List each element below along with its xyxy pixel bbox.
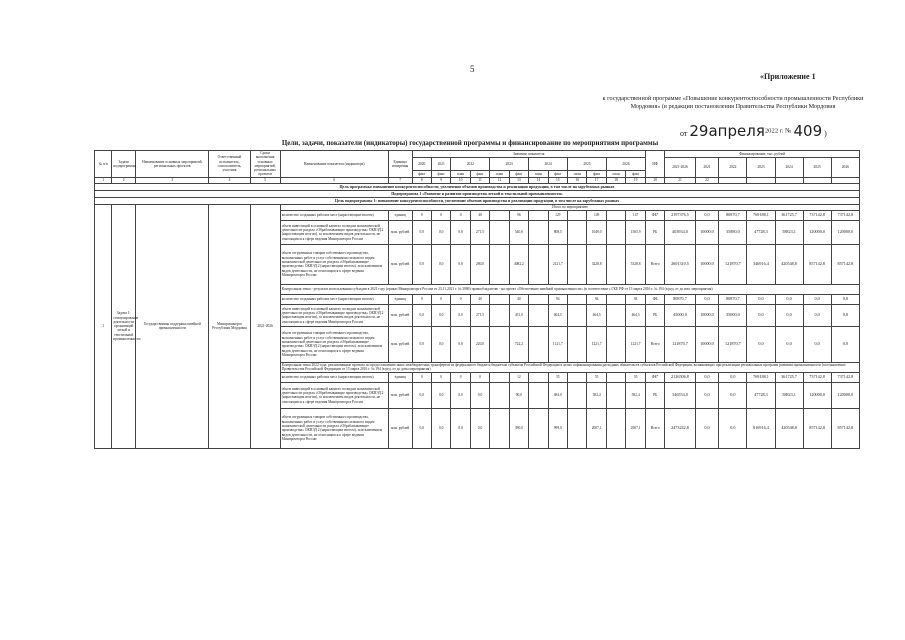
indicator-name: объем инвестиций в основной капитал по видам экономической деятельности раздела «Обрабатывающие производства» ОКВЭД 2 (нарастающим итогом), за исключением видов деятельности, не относящихся к сфере ведения Минпромторга России	[280, 304, 388, 326]
column-number: 10	[451, 177, 470, 183]
funding-value: 47728,3	[747, 220, 775, 244]
column-number: 15	[548, 177, 567, 183]
indicator-value: 1049,0	[587, 220, 606, 244]
funding-source: Всего	[645, 326, 664, 362]
column-number: 17	[587, 177, 606, 183]
indicator-value: 464,5	[587, 304, 606, 326]
indicator-value: 0	[451, 210, 470, 220]
date-year: 2022 г. №	[764, 127, 792, 135]
indicator-value	[490, 304, 509, 326]
indicator-value: 3228,8	[587, 244, 606, 284]
funding-value: 0,0	[831, 304, 859, 326]
funding-value: 120000,0	[831, 382, 859, 408]
indicator-unit: млн. рублей	[388, 382, 412, 408]
indicator-value: 0	[412, 210, 431, 220]
column-number: 14	[529, 177, 548, 183]
funding-value: 0,0	[803, 294, 831, 304]
fin-year-header: 2024	[775, 158, 803, 178]
indicator-value: 464,5	[626, 304, 646, 326]
indicator-value	[490, 294, 509, 304]
funding-value: 121870,7	[719, 326, 747, 362]
funding-value: 361725,7	[775, 372, 803, 382]
indicator-value: 0,0	[412, 408, 431, 448]
indicator-value: 0,0	[431, 408, 450, 448]
indicator-value: 0,0	[451, 382, 470, 408]
indicator-value	[568, 294, 587, 304]
funding-value: 0,0	[695, 294, 719, 304]
indicator-value	[568, 210, 587, 220]
funding-source: РБ	[645, 382, 664, 408]
date-close: )	[824, 129, 827, 138]
indicator-value	[490, 372, 509, 382]
indicator-value: 1221,7	[626, 326, 646, 362]
funding-value: 10000,0	[695, 304, 719, 326]
indicator-value: 0	[470, 372, 489, 382]
funding-value: 80870,7	[719, 294, 747, 304]
col-period: Сроки выполнения основных мероприятий, региональных проектов	[250, 151, 280, 178]
document-title: Цели, задачи, показатели (индикаторы) государственной программы и финансирование по мероприятиям программы	[281, 139, 659, 147]
funding-value: 0,0	[719, 382, 747, 408]
funding-value: 346554,0	[665, 382, 695, 408]
funding-source: ФБ*	[645, 372, 664, 382]
col-task: Задачи подпрограммы	[112, 151, 136, 178]
funding-value: 0,0	[719, 408, 747, 448]
funding-value: 0,0	[719, 372, 747, 382]
indicator-value: 451,0	[509, 304, 528, 326]
funding-value: 0,0	[831, 326, 859, 362]
table-body	[95, 183, 860, 448]
indicator-value	[490, 220, 509, 244]
indicator-value: 0,0	[451, 326, 470, 362]
funding-value: 2126506,8	[665, 372, 695, 382]
funding-value: 403934,0	[665, 220, 695, 244]
col-ist: ИФ	[645, 151, 664, 178]
plan-fact-header: план	[529, 170, 548, 177]
event-cell: Государственная поддержка швейной промышленности	[136, 204, 209, 448]
indicator-value: 96	[509, 210, 528, 220]
funding-value: 2473242,8	[665, 408, 695, 448]
block-label: Итого по мероприятию	[280, 204, 859, 210]
indicator-name: объем отгруженных товаров собственного производства, выполненных работ и услуг собственными силами по видам экономической деятельности раздела «Обрабатывающие производства» ОКВЭД 2 (нарастающим итогом), за исключением видов деятельности, не относящихся к сфере ведения Минпромторга России	[280, 326, 388, 362]
plan-fact-header: факт	[431, 170, 450, 177]
plan-fact-header: факт	[587, 170, 606, 177]
indicator-value: 0,0	[412, 244, 431, 284]
page-number: 5	[470, 64, 475, 74]
funding-value: 0,0	[803, 304, 831, 326]
year-header: 2023	[490, 158, 529, 171]
indicator-value: 0,0	[412, 304, 431, 326]
column-number: 1	[95, 177, 112, 183]
funding-value: 35880,0	[719, 220, 747, 244]
goal-row	[95, 183, 860, 190]
indicator-value	[568, 408, 587, 448]
decree-date-line	[680, 122, 827, 140]
plan-fact-header: план	[490, 170, 509, 177]
indicator-value: 0,0	[412, 326, 431, 362]
year-header: 2021	[431, 158, 450, 171]
indicator-value	[606, 326, 625, 362]
funding-value: 0,0	[695, 408, 719, 448]
appendix-label: «Приложение 1	[760, 72, 816, 81]
funding-value: 10000,0	[695, 326, 719, 362]
plan-fact-header: факт	[548, 170, 567, 177]
column-number: 16	[568, 177, 587, 183]
funding-value: 45000,0	[665, 304, 695, 326]
column-number: 12	[490, 177, 509, 183]
indicator-value: 808,5	[548, 220, 567, 244]
indicator-name: количество созданных рабочих мест (нарастающим итогом)	[280, 372, 388, 382]
indicator-unit: млн. рублей	[388, 220, 412, 244]
indicator-value	[529, 304, 548, 326]
funding-value: 737142,8	[803, 372, 831, 382]
program-table	[94, 150, 860, 449]
indicator-value: 0,0	[451, 220, 470, 244]
indicator-value: 55	[626, 372, 646, 382]
row-number: 1	[95, 204, 112, 448]
indicator-value: 0,0	[431, 326, 450, 362]
indicator-value: 0,0	[431, 304, 450, 326]
funding-value: 0,0	[747, 326, 775, 362]
column-number: 19	[626, 177, 646, 183]
indicator-value	[490, 382, 509, 408]
indicator-value: 90,0	[509, 382, 528, 408]
indicator-value: 0,0	[431, 244, 450, 284]
funding-source: Всего	[645, 408, 664, 448]
date-prefix: от	[680, 129, 688, 138]
indicator-value: 280,0	[470, 244, 489, 284]
indicator-value	[529, 408, 548, 448]
indicator-value: 94	[548, 294, 567, 304]
funding-source: Всего	[645, 244, 664, 284]
column-number: 9	[431, 177, 450, 183]
indicator-value: 582,4	[626, 382, 646, 408]
year-header: 2026	[606, 158, 645, 171]
funding-value: 35000,0	[719, 304, 747, 326]
subprogram-row-text: Подпрограмма 1 «Развитие и развитие производства легкой и текстильной промышленности»	[95, 190, 860, 197]
funding-value: 420548,8	[775, 408, 803, 448]
indicator-value	[568, 304, 587, 326]
indicator-value	[568, 372, 587, 382]
indicator-value: 390,0	[509, 408, 528, 448]
table-header	[95, 151, 860, 184]
control-point-note: Контрольная точка - результат использования субсидии в 2021 году (приказ Минпромторга России от 23.11.2021 г. № 3086) правообладателю - на проект «Обеспечение швейной промышленности» (в соответствии с ГКЕ РФ от 13 марта 2016 г. № 194 (в ред. от до изм. мероприятия)	[280, 284, 859, 294]
funding-value: 0,0	[775, 304, 803, 326]
indicator-value	[490, 210, 509, 220]
funding-value: 10000,0	[695, 220, 719, 244]
plan-fact-header: факт	[470, 170, 489, 177]
col-values-group: Значение показателя	[412, 151, 645, 158]
year-header: 2020	[412, 158, 431, 171]
indicator-unit: млн. рублей	[388, 408, 412, 448]
indicator-value	[606, 304, 625, 326]
indicator-value	[606, 408, 625, 448]
indicator-value: 0	[451, 294, 470, 304]
executor-cell: Минпромэнерго Республики Мордовия	[209, 204, 250, 448]
indicator-value	[490, 326, 509, 362]
funding-source: РБ	[645, 304, 664, 326]
plan-fact-header: план	[568, 170, 587, 177]
indicator-value: 0,0	[451, 244, 470, 284]
indicator-value	[529, 326, 548, 362]
indicator-value	[606, 210, 625, 220]
task-row	[95, 197, 860, 204]
indicator-value: 464,5	[548, 304, 567, 326]
funding-value: 120000,0	[803, 220, 831, 244]
indicator-value: 147	[626, 210, 646, 220]
fin-year-header: 2025	[803, 158, 831, 178]
indicator-value: 40	[470, 210, 489, 220]
indicator-unit: млн. рублей	[388, 326, 412, 362]
funding-value: 0,0	[803, 326, 831, 362]
funding-value: 0,0	[695, 210, 719, 220]
fin-year-header: 2022	[719, 158, 747, 178]
year-header: 2025	[568, 158, 607, 171]
indicator-value: 582,4	[587, 382, 606, 408]
column-number: 13	[509, 177, 528, 183]
funding-value: 769188,1	[747, 210, 775, 220]
indicator-value: 55	[587, 372, 606, 382]
period-cell: 2021-2026	[250, 204, 280, 448]
indicator-value: 0	[431, 210, 450, 220]
indicator-unit: млн. рублей	[388, 244, 412, 284]
goal-row-text: Цель программы: повышение конкурентоспособности, увеличение объемов производства и реализации продукции, в том числе на зарубежных рынках	[95, 183, 860, 190]
task-cell: Задача 1: стимулирование деятельности организаций легкой и текстильной промышленности	[112, 204, 136, 448]
indicator-value: 0,0	[431, 382, 450, 408]
funding-value: 80870,7	[665, 294, 695, 304]
funding-value: 0,0	[695, 382, 719, 408]
indicator-value: 2007,1	[587, 408, 606, 448]
indicator-value: 12	[509, 372, 528, 382]
column-number: 2	[112, 177, 136, 183]
funding-value: 80870,7	[719, 210, 747, 220]
funding-value: 0,0	[831, 294, 859, 304]
indicator-value: 94	[587, 294, 606, 304]
indicator-unit: единиц	[388, 210, 412, 220]
year-header: 2022	[451, 158, 490, 171]
indicator-value	[606, 372, 625, 382]
fin-year-header: 2021-2026	[665, 158, 695, 178]
indicator-value: 1121,7	[548, 326, 567, 362]
indicator-value: 722,2	[509, 326, 528, 362]
indicator-value: 35	[548, 372, 567, 382]
column-number: 18	[606, 177, 625, 183]
column-number: 6	[280, 177, 388, 183]
funding-value: 0,0	[695, 372, 719, 382]
indicator-value	[529, 244, 548, 284]
column-number: 20	[645, 177, 664, 183]
funding-value: 0,0	[747, 294, 775, 304]
funding-value: 2197376,5	[665, 210, 695, 220]
funding-source: ФБ*	[645, 210, 664, 220]
indicator-value: 484,0	[548, 382, 567, 408]
funding-value: 346916,4	[747, 244, 775, 284]
indicator-value	[529, 372, 548, 382]
plan-fact-header: факт	[412, 170, 431, 177]
indicator-name: количество созданных рабочих мест (нарастающим итогом)	[280, 294, 388, 304]
funding-value: 58823,1	[775, 220, 803, 244]
col-executor: Ответственный исполнитель, соисполнитель, участник	[209, 151, 250, 178]
plan-fact-header: план	[451, 170, 470, 177]
indicator-value	[490, 244, 509, 284]
indicator-name: объем инвестиций в основной капитал по видам экономической деятельности раздела «Обрабатывающие производства» ОКВЭД 2 (нарастающим итогом), за исключением видов деятельности, не относящихся к сфере ведения Минпромторга России	[280, 220, 388, 244]
col-num: № п/п	[95, 151, 112, 178]
indicator-value: 0,0	[451, 304, 470, 326]
funding-source: ФБ	[645, 294, 664, 304]
funding-source: РБ	[645, 220, 664, 244]
indicator-value: 0	[412, 294, 431, 304]
indicator-value	[606, 244, 625, 284]
funding-value: 857142,8	[803, 244, 831, 284]
plan-fact-header: план	[606, 170, 625, 177]
funding-value: 120000,0	[831, 220, 859, 244]
col-event: Наименование основных мероприятий, региональных проектов	[136, 151, 209, 178]
control-point-note: Контрольная точка 2022 года: реализованные проекты по предоставлению иных межбюджетных трансфертов из федерального бюджета бюджетам субъектов Российской Федерации в целях софинансирования расходных обязательств субъектов Российской Федерации, возникающих при реализации региональных программ развития промышленности (постановление Правительства Российской Федерации от 15 марта 2016 г. № 194 (в ред. от до даты мероприятия)	[280, 362, 859, 372]
indicator-value: 271,5	[470, 304, 489, 326]
indicator-value	[606, 382, 625, 408]
column-number: 22	[695, 177, 719, 183]
year-header: 2024	[529, 158, 568, 171]
column-number: 21	[665, 177, 695, 183]
funding-value: 2601310,5	[665, 244, 695, 284]
date-day-month: 29апреля	[689, 122, 765, 140]
indicator-value	[568, 220, 587, 244]
funding-value: 0,0	[775, 326, 803, 362]
indicator-value: 0	[451, 372, 470, 382]
funding-value: 769188,1	[747, 372, 775, 382]
indicator-value: 2121,7	[548, 244, 567, 284]
indicator-name: объем отгруженных товаров собственного производства, выполненных работ и услуг собственными силами по видам экономической деятельности раздела «Обрабатывающие производства» ОКВЭД 2 (нарастающим итогом), за исключением видов деятельности, не относящихся к сфере ведения Минпромторга России	[280, 244, 388, 284]
indicator-value: 4082,2	[509, 244, 528, 284]
indicator-value: 540,0	[509, 220, 528, 244]
funding-value: 420548,8	[775, 244, 803, 284]
fin-year-header: 2021	[695, 158, 719, 178]
funding-value: 737142,8	[831, 210, 859, 220]
plan-fact-header: факт	[626, 170, 646, 177]
indicator-value: 94	[626, 294, 646, 304]
indicator-unit: единиц	[388, 372, 412, 382]
indicator-value: 0,0	[412, 382, 431, 408]
indicator-value	[606, 294, 625, 304]
indicator-name: объем отгруженных товаров собственного производства, выполненных работ и услуг собственными силами по видам экономической деятельности раздела «Обрабатывающие производства» ОКВЭД 2 (нарастающим итогом), за исключением видов деятельности, не относящихся к сфере ведения Минпромторга России	[280, 408, 388, 448]
subprogram-row	[95, 190, 860, 197]
column-number: 7	[388, 177, 412, 183]
funding-value: 121870,7	[665, 326, 695, 362]
column-number: 4	[209, 177, 250, 183]
indicator-value	[568, 326, 587, 362]
indicator-value	[529, 382, 548, 408]
indicator-value	[490, 408, 509, 448]
fin-year-header: 2026	[831, 158, 859, 178]
task-row-text: Цель подпрограммы 1: повышение конкурентоспособности, увеличение объемов производства и реализации продукции, в том числе на зарубежных рынках	[95, 197, 860, 204]
indicator-value: 1221,7	[587, 326, 606, 362]
decree-number: 409	[793, 122, 823, 140]
funding-value: 120000,0	[803, 382, 831, 408]
indicator-value	[529, 210, 548, 220]
col-fin-group: Финансирование, тыс. рублей	[665, 151, 860, 158]
funding-value: 58823,1	[775, 382, 803, 408]
indicator-name: количество созданных рабочих мест (нарастающим итогом)	[280, 210, 388, 220]
indicator-value	[568, 244, 587, 284]
indicator-value: 0	[412, 372, 431, 382]
funding-value: 0,0	[747, 304, 775, 326]
indicator-value	[529, 220, 548, 244]
plan-fact-header: факт	[509, 170, 528, 177]
indicator-value: 0	[431, 294, 450, 304]
funding-value: 737142,8	[803, 210, 831, 220]
funding-value: 816916,4	[747, 408, 775, 448]
indicator-value: 0,0	[470, 408, 489, 448]
indicator-value	[529, 294, 548, 304]
indicator-value: 129	[548, 210, 567, 220]
column-number: 5	[250, 177, 280, 183]
indicator-unit: единиц	[388, 294, 412, 304]
funding-value: 737142,8	[831, 372, 859, 382]
indicator-unit: млн. рублей	[388, 304, 412, 326]
indicator-value: 1565,9	[626, 220, 646, 244]
indicator-value: 0,0	[431, 220, 450, 244]
funding-value: 857142,8	[803, 408, 831, 448]
indicator-value: 0	[431, 372, 450, 382]
indicator-value: 220,0	[470, 326, 489, 362]
funding-value: 0,0	[775, 294, 803, 304]
funding-value: 857142,8	[831, 244, 859, 284]
indicator-value: 0,0	[412, 220, 431, 244]
indicator-value	[606, 220, 625, 244]
indicator-value: 271,5	[470, 220, 489, 244]
indicator-value	[568, 382, 587, 408]
indicator-value: 5328,8	[626, 244, 646, 284]
funding-value: 361725,7	[775, 210, 803, 220]
indicator-value: 999,0	[548, 408, 567, 448]
funding-value: 121870,7	[719, 244, 747, 284]
indicator-value: 0,0	[451, 408, 470, 448]
indicator-value: 149	[587, 210, 606, 220]
indicator-value: 2007,1	[626, 408, 646, 448]
funding-value: 857142,8	[831, 408, 859, 448]
column-number: 3	[136, 177, 209, 183]
col-indicator: Наименование показателя (индикатора)	[280, 151, 388, 178]
funding-value: 10000,0	[695, 244, 719, 284]
indicator-name: объем инвестиций в основной капитал по видам экономической деятельности раздела «Обрабатывающие производства» ОКВЭД 2 (нарастающим итогом), за исключением видов деятельности, не относящихся к сфере ведения Минпромторга России	[280, 382, 388, 408]
indicator-value: 0,0	[470, 382, 489, 408]
header-note: к государственной программе «Повышение конкурентоспособности промышленности Республики Мордовия» (в редакции постановления Правительства Республики Мордовия	[602, 95, 864, 111]
col-unit: Единица измерения	[388, 151, 412, 178]
indicator-value: 40	[470, 294, 489, 304]
column-number: 11	[470, 177, 489, 183]
funding-value: 47728,3	[747, 382, 775, 408]
fin-year-header: 2023	[747, 158, 775, 178]
indicator-value: 40	[509, 294, 528, 304]
column-number: 8	[412, 177, 431, 183]
